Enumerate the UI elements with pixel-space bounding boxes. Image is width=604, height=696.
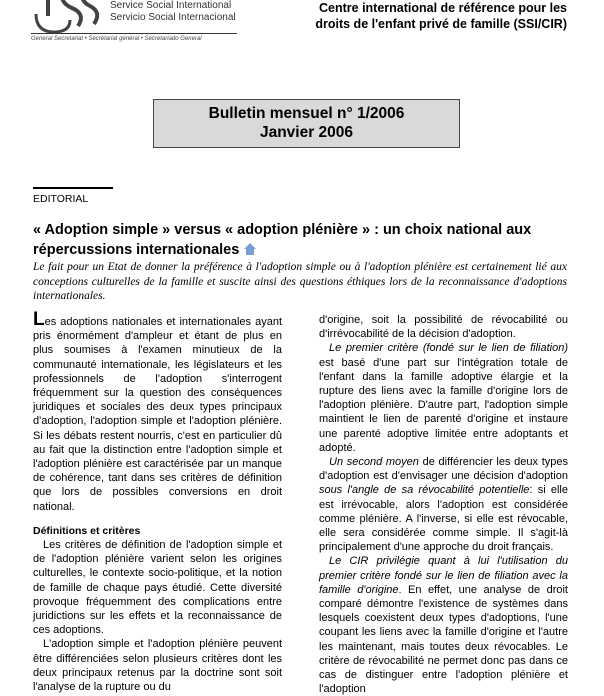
centre-title: Centre international de référence pour les droits de l'enfant privé de famille (SSI/CIR) bbox=[315, 1, 567, 31]
ssi-logo-icon bbox=[30, 0, 104, 34]
drop-cap: L bbox=[33, 309, 45, 330]
paragraph-text: es adoptions nationales et internationales ayant pris énormément d'ampleur et étant de plus en plus soumises à l'examen minutieux de la communauté internationale, les législateurs et les professionnels de l'adoption s'interrogent fréquemment sur la question des conséquences juridiques et sociales des deux types principaux d'adoption, l'adoption simple et l'adoption plénière. Si les débats restent nourris, c'est en particulier dû au fait que la distinction entre l'adoption simple et l'adoption plénière est caractérisée par un manque de cohérence, tant dans ses critères de définition que lors de possibles conversions en droit national. bbox=[33, 316, 282, 513]
header-divider bbox=[31, 33, 237, 34]
paragraph bbox=[33, 309, 282, 514]
left-column bbox=[33, 309, 282, 694]
section-label: EDITORIAL bbox=[33, 193, 89, 205]
emphasis: Le CIR privilégie quant à lui l'utilisation du premier critère fondé sur le lien de filiation avec la famille d'origine bbox=[319, 555, 568, 596]
paragraph: L'adoption simple et l'adoption plénière peuvent être différenciées selon plusieurs critères dont les deux principaux retenus par la doctrine sont soit l'analyse de la rupture ou du bbox=[33, 638, 282, 694]
paragraph: d'origine, soit la possibilité de révocabilité ou d'irrévocabilité de la décision d'adoption. bbox=[319, 314, 568, 341]
home-icon[interactable] bbox=[243, 242, 257, 256]
paragraph-text: . En effet, une analyse de droit comparé démontre l'existence de systèmes dans lesquels coexistent deux types d'adoptions, l'une coupant les liens avec la famille d'origine et l'autre les maintenant, mais toutes deux révocables. Le critère de révocabilité ne permet donc pas dans ce cas de distinguer entre l'adoption plénière et l'adoption bbox=[319, 583, 568, 696]
article-intro: Le fait pour un Etat de donner la préférence à l'adoption simple ou à l'adoption plénière est certainement lié aux conceptions culturelles de la famille et suscite ainsi des questions éthiques lors de la reconnaissance d'adoptions internationales. bbox=[33, 261, 567, 302]
headline-text: « Adoption simple » versus « adoption plénière » : un choix national aux répercussions internationales bbox=[33, 222, 532, 258]
paragraph: Les critères de définition de l'adoption simple et de l'adoption plénière varient selon les origines culturelles, le contexte socio-politique, et la notion de famille de chaque pays étudié. Cette diversité provoque fréquemment des complications entre juridictions sur les effets et la reconnaissance de ces adoptions. bbox=[33, 539, 282, 637]
bulletin-date: Janvier 2006 bbox=[259, 124, 354, 141]
subheading: Définitions et critères bbox=[33, 524, 141, 537]
paragraph bbox=[319, 455, 568, 554]
secretariat-line: General Secretariat • Secrétariat général • Secretariado General bbox=[31, 36, 202, 42]
paragraph-text: de différencier les deux types d'adoption est d'envisager une décision d'adoption bbox=[319, 456, 568, 483]
org-name-en: Service Social International bbox=[110, 0, 232, 11]
emphasis: Le premier critère (fondé sur le lien de filiation) bbox=[329, 342, 568, 355]
paragraph bbox=[319, 341, 568, 455]
emphasis: sous l'angle de sa révocabilité potentielle bbox=[319, 484, 530, 497]
paragraph-text: : si elle est irrévocable, alors l'adoption est considérée comme plénière. A l'inverse, si elle est révocable, elle sera considérée comme simple. Il s'agit-là principalement d'une approche du droit français. bbox=[319, 484, 568, 554]
article-headline bbox=[33, 220, 533, 260]
section-rule bbox=[33, 187, 113, 189]
paragraph-text: est basé d'une part sur l'intégration totale de l'enfant dans la famille adoptive élargie et la rupture des liens avec la famille d'origine lors de l'adoption plénière. D'autre part, l'adoption simple maintient le lien de parenté d'origine et instaure une parenté adoptive limitée entre adoptants et adopté. bbox=[319, 356, 568, 454]
right-column bbox=[319, 313, 568, 696]
org-name-es: Servicio Social Internacional bbox=[110, 12, 236, 23]
bulletin-box bbox=[153, 99, 460, 148]
emphasis: Un second moyen bbox=[329, 456, 419, 469]
bulletin-number: Bulletin mensuel n° 1/2006 bbox=[208, 105, 405, 122]
